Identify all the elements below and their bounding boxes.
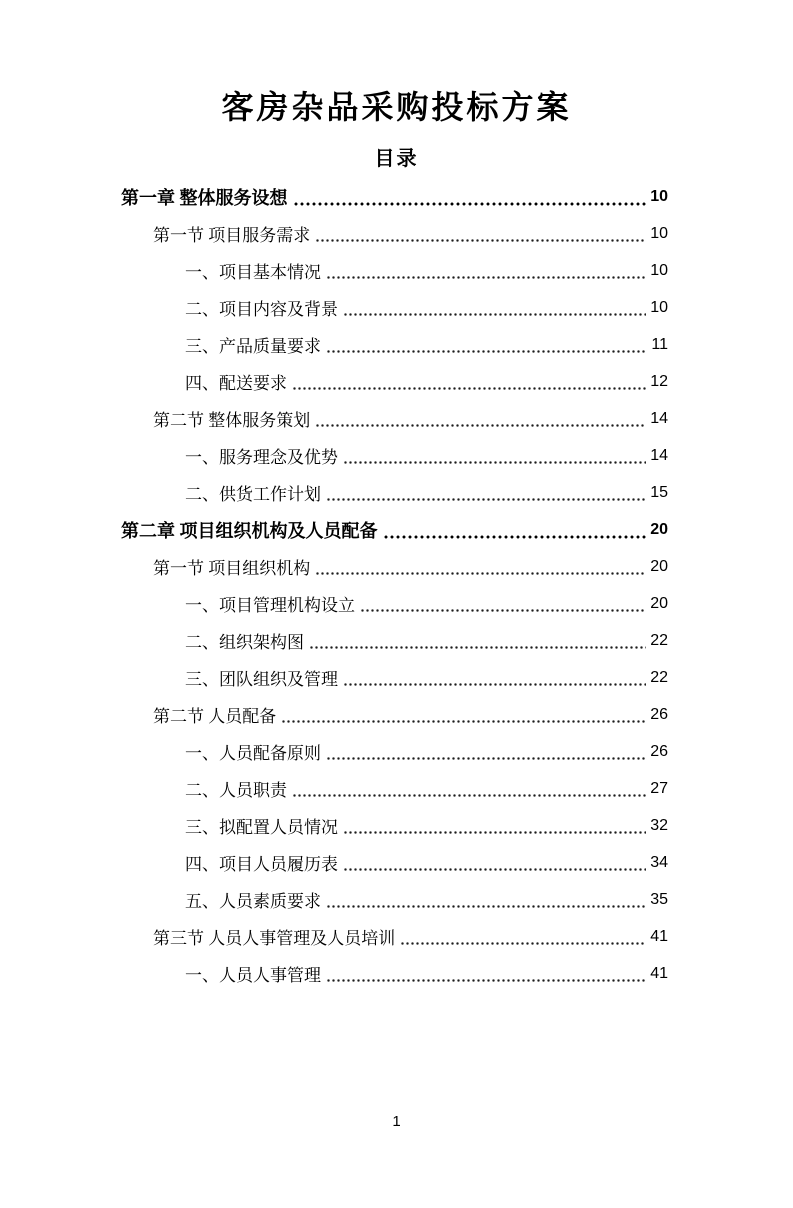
toc-entry-label: 一、人员人事管理 <box>185 966 321 985</box>
toc-dot-leader <box>400 918 646 955</box>
toc-dot-leader <box>326 474 646 511</box>
toc-dot-leader <box>360 585 646 622</box>
toc-dot-leader <box>281 696 646 733</box>
toc-entry-page: 20 <box>650 520 668 538</box>
toc-dot-leader <box>343 807 646 844</box>
page-number: 1 <box>392 1113 401 1130</box>
toc-entry-label: 二、人员职责 <box>185 781 287 800</box>
toc-row[interactable] <box>121 400 668 437</box>
toc-entry-label: 一、项目基本情况 <box>185 263 321 282</box>
toc-entry-page: 27 <box>650 779 668 797</box>
toc-entry-page: 14 <box>650 446 668 464</box>
toc-dot-leader <box>326 955 646 992</box>
document-title: 客房杂品采购投标方案 <box>221 89 572 125</box>
toc-entry-page: 20 <box>650 557 668 575</box>
toc-entry-page: 41 <box>650 927 668 945</box>
toc-entry-page: 10 <box>650 261 668 279</box>
toc-row[interactable] <box>121 807 668 844</box>
toc-entry-label: 第一章 整体服务设想 <box>121 187 288 208</box>
toc-row[interactable] <box>121 548 668 585</box>
toc-entry-label: 四、配送要求 <box>185 374 287 393</box>
toc-entry-page: 12 <box>650 372 668 390</box>
toc-dot-leader <box>326 881 646 918</box>
toc-row[interactable] <box>121 733 668 770</box>
toc-entry-label: 二、供货工作计划 <box>185 485 321 504</box>
toc-entry-label: 四、项目人员履历表 <box>185 855 338 874</box>
toc-entry-page: 20 <box>650 594 668 612</box>
toc-row[interactable] <box>121 178 668 215</box>
toc-row[interactable] <box>121 289 668 326</box>
toc-entry-page: 41 <box>650 964 668 982</box>
toc-entry-label: 五、人员素质要求 <box>185 892 321 911</box>
toc-entry-label: 第一节 项目服务需求 <box>153 226 311 245</box>
toc-row[interactable] <box>121 955 668 992</box>
toc-entry-page: 22 <box>650 668 668 686</box>
toc-row[interactable] <box>121 326 668 363</box>
toc-entry-page: 11 <box>651 335 668 353</box>
toc-row[interactable] <box>121 474 668 511</box>
toc-entry-label: 一、项目管理机构设立 <box>185 596 355 615</box>
toc-row[interactable] <box>121 696 668 733</box>
toc-entry-page: 10 <box>650 298 668 316</box>
toc-entry-label: 二、组织架构图 <box>185 633 304 652</box>
toc-entry-page: 15 <box>650 483 668 501</box>
toc-dot-leader <box>343 289 646 326</box>
toc-entry-label: 一、人员配备原则 <box>185 744 321 763</box>
toc-entry-page: 10 <box>650 187 668 205</box>
toc-row[interactable] <box>121 363 668 400</box>
toc-entry-page: 34 <box>650 853 668 871</box>
toc-row[interactable] <box>121 881 668 918</box>
toc-dot-leader <box>292 363 646 400</box>
toc-dot-leader <box>315 548 646 585</box>
toc-row[interactable] <box>121 215 668 252</box>
toc-row[interactable] <box>121 844 668 881</box>
toc-entry-page: 22 <box>650 631 668 649</box>
toc-dot-leader <box>309 622 646 659</box>
toc-entry-label: 第三节 人员人事管理及人员培训 <box>153 929 396 948</box>
toc-entry-page: 26 <box>650 742 668 760</box>
toc-entry-label: 一、服务理念及优势 <box>185 448 338 467</box>
toc-entry-label: 第二节 整体服务策划 <box>153 411 311 430</box>
toc-list <box>121 178 668 992</box>
toc-row[interactable] <box>121 437 668 474</box>
toc-dot-leader <box>326 326 646 363</box>
toc-entry-label: 二、项目内容及背景 <box>185 300 338 319</box>
toc-row[interactable] <box>121 511 668 548</box>
toc-row[interactable] <box>121 918 668 955</box>
toc-dot-leader <box>292 770 646 807</box>
toc-entry-label: 第二章 项目组织机构及人员配备 <box>121 520 378 541</box>
toc-dot-leader <box>343 844 646 881</box>
toc-entry-label: 三、拟配置人员情况 <box>185 818 338 837</box>
toc-entry-label: 第一节 项目组织机构 <box>153 559 311 578</box>
toc-entry-page: 10 <box>650 224 668 242</box>
toc-entry-page: 32 <box>650 816 668 834</box>
toc-dot-leader <box>315 215 646 252</box>
toc-entry-page: 35 <box>650 890 668 908</box>
toc-row[interactable] <box>121 252 668 289</box>
toc-dot-leader <box>383 511 647 548</box>
toc-dot-leader <box>343 659 646 696</box>
toc-entry-page: 14 <box>650 409 668 427</box>
toc-entry-label: 三、产品质量要求 <box>185 337 321 356</box>
toc-dot-leader <box>343 437 646 474</box>
toc-row[interactable] <box>121 585 668 622</box>
toc-heading: 目录 <box>374 148 419 170</box>
toc-dot-leader <box>326 252 646 289</box>
toc-entry-label: 第二节 人员配备 <box>153 707 277 726</box>
toc-dot-leader <box>293 178 647 215</box>
toc-row[interactable] <box>121 770 668 807</box>
toc-entry-page: 26 <box>650 705 668 723</box>
toc-row[interactable] <box>121 622 668 659</box>
toc-entry-label: 三、团队组织及管理 <box>185 670 338 689</box>
toc-dot-leader <box>326 733 646 770</box>
toc-row[interactable] <box>121 659 668 696</box>
toc-dot-leader <box>315 400 646 437</box>
